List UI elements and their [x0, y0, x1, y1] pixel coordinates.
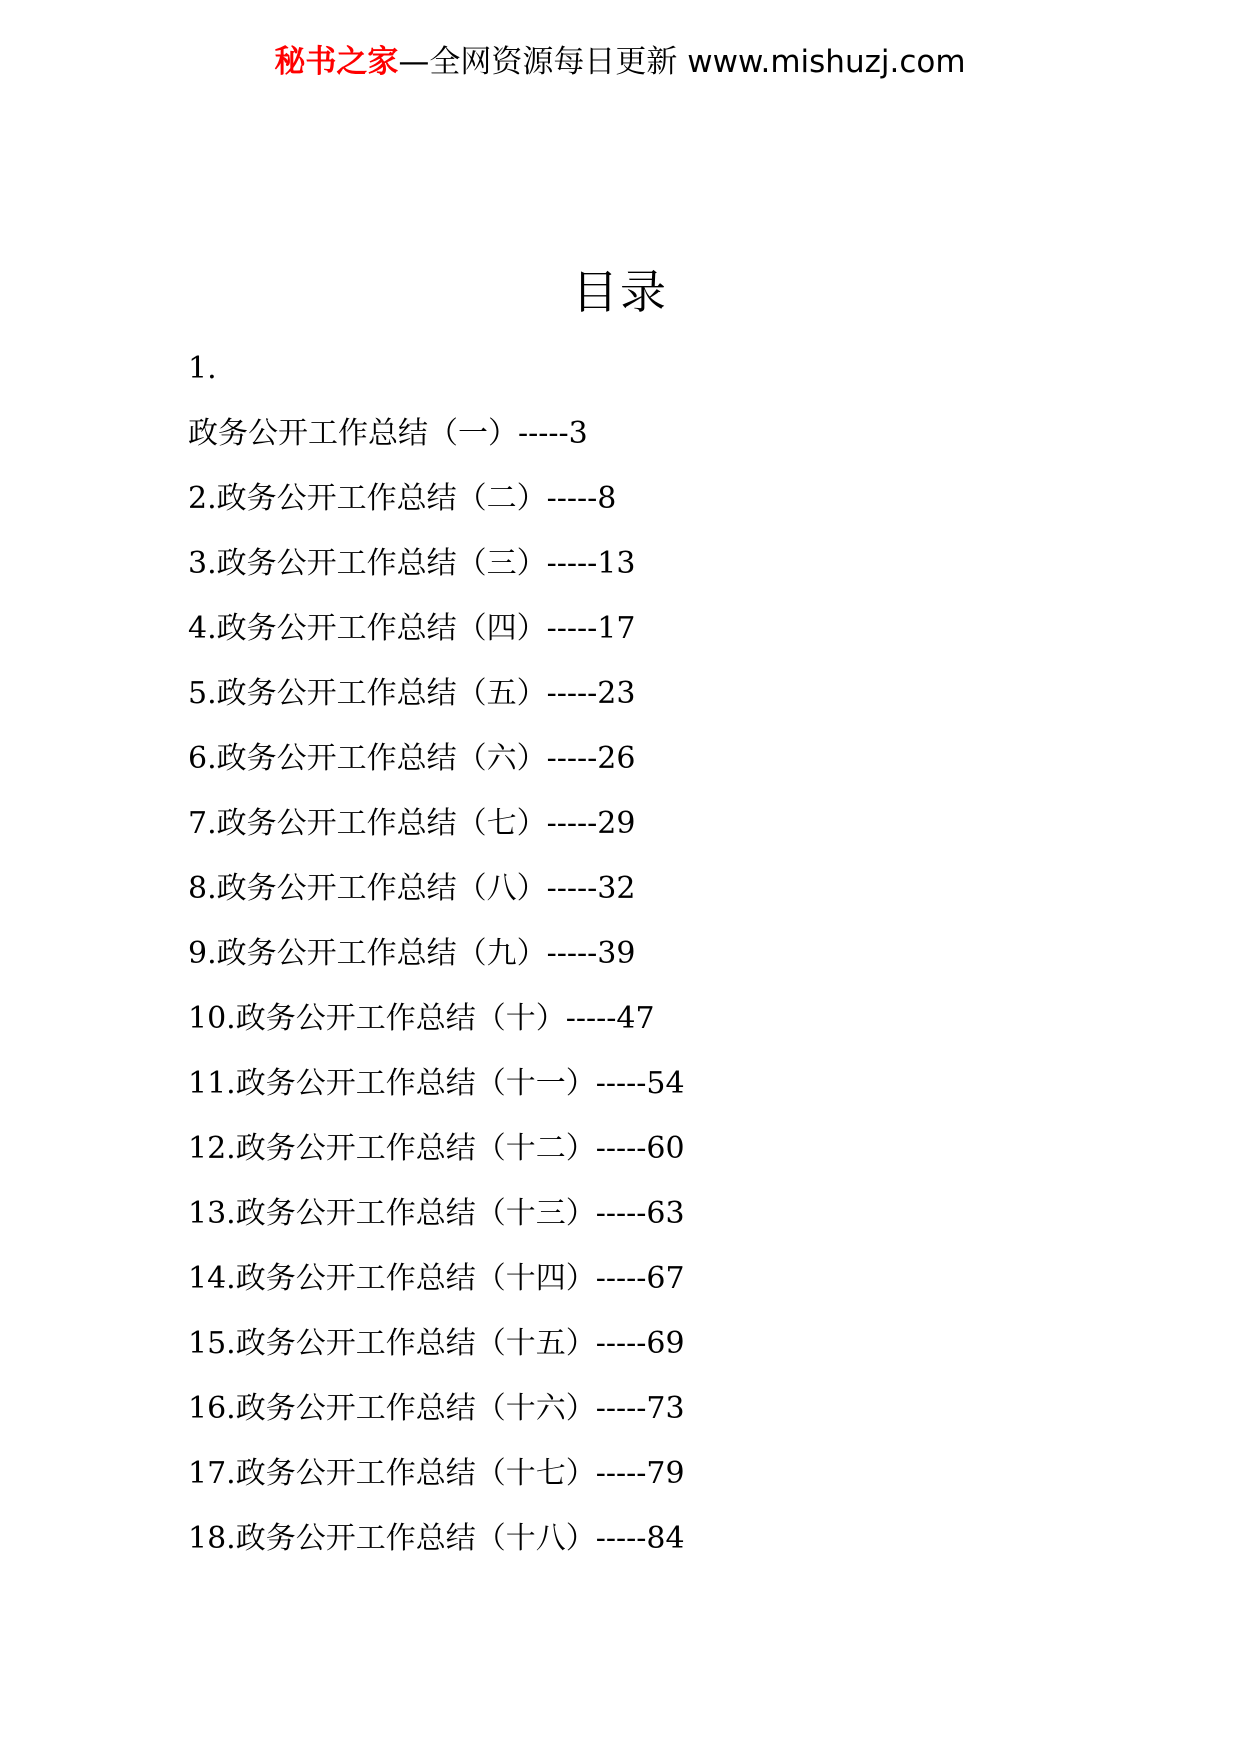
- toc-item: 10.政务公开工作总结（十）-----47: [188, 1001, 655, 1036]
- toc-item: 16.政务公开工作总结（十六）-----73: [188, 1391, 685, 1426]
- toc-item: 18.政务公开工作总结（十八）-----84: [188, 1521, 685, 1556]
- toc-item: 9.政务公开工作总结（九）-----39: [188, 936, 636, 971]
- toc-item: 12.政务公开工作总结（十二）-----60: [188, 1131, 685, 1166]
- toc-item: 1.: [188, 351, 217, 386]
- toc-item: 4.政务公开工作总结（四）-----17: [188, 611, 636, 646]
- toc-item: 8.政务公开工作总结（八）-----32: [188, 871, 636, 906]
- toc-item: 17.政务公开工作总结（十七）-----79: [188, 1456, 685, 1491]
- toc-item: 6.政务公开工作总结（六）-----26: [188, 741, 636, 776]
- page-header: [0, 40, 1240, 84]
- table-of-contents: [188, 336, 685, 1571]
- toc-item: 政务公开工作总结（一）-----3: [188, 416, 588, 451]
- toc-item: 5.政务公开工作总结（五）-----23: [188, 676, 636, 711]
- header-tagline: —全网资源每日更新 www.mishuzj.com: [398, 44, 966, 80]
- page-title: 目录: [572, 265, 668, 319]
- brand-name: 秘书之家: [274, 44, 399, 80]
- toc-item: 2.政务公开工作总结（二）-----8: [188, 481, 617, 516]
- toc-item: 7.政务公开工作总结（七）-----29: [188, 806, 636, 841]
- toc-item: 11.政务公开工作总结（十一）-----54: [188, 1066, 685, 1101]
- toc-item: 14.政务公开工作总结（十四）-----67: [188, 1261, 685, 1296]
- toc-item: 13.政务公开工作总结（十三）-----63: [188, 1196, 685, 1231]
- toc-item: 3.政务公开工作总结（三）-----13: [188, 546, 636, 581]
- toc-item: 15.政务公开工作总结（十五）-----69: [188, 1326, 685, 1361]
